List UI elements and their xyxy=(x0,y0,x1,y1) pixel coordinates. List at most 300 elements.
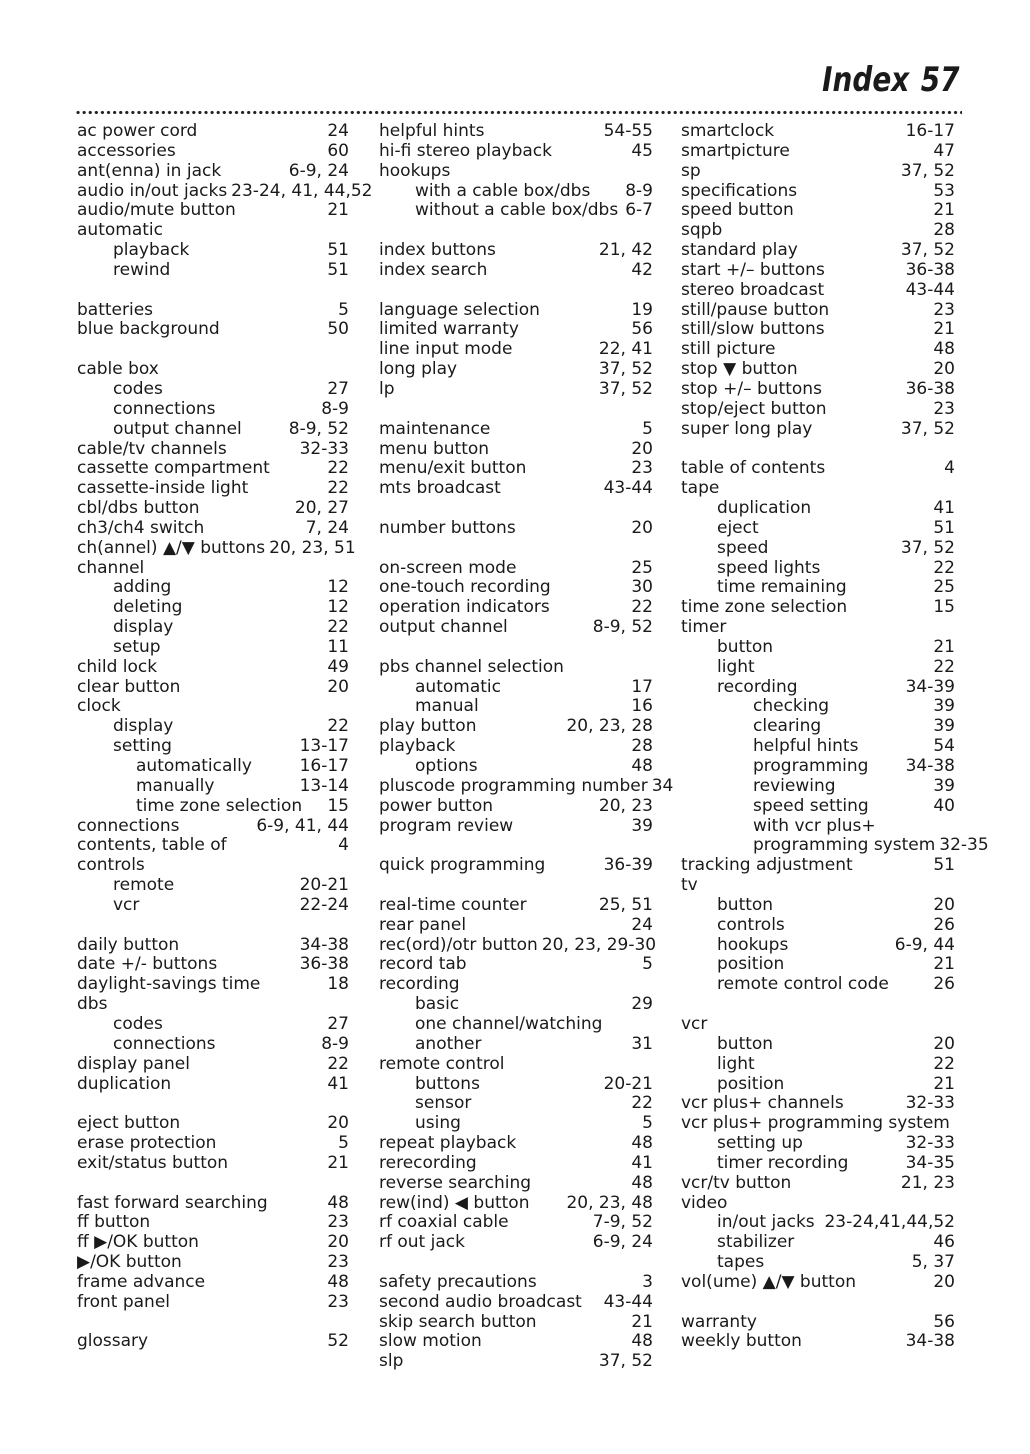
index-term: specifications xyxy=(681,180,798,201)
index-entry xyxy=(379,737,653,757)
index-entry xyxy=(379,916,653,936)
index-term: light xyxy=(717,1053,755,1074)
index-entry xyxy=(379,757,653,777)
index-entry xyxy=(681,658,955,678)
page-reference: 28 xyxy=(933,220,955,241)
index-term: super long play xyxy=(681,418,813,439)
page-header xyxy=(811,60,960,100)
index-entry xyxy=(77,440,349,460)
blank-line xyxy=(77,1174,349,1194)
page-reference: 32-33 xyxy=(905,1093,955,1114)
page-reference: 16-17 xyxy=(905,121,955,141)
page-reference: 23 xyxy=(327,1212,349,1233)
page-reference: 20 xyxy=(327,1232,349,1253)
index-entry xyxy=(77,162,349,182)
page-reference: 37, 52 xyxy=(900,160,955,181)
page-reference: 21 xyxy=(327,1152,349,1173)
index-entry xyxy=(379,182,653,202)
index-entry xyxy=(77,737,349,757)
page-reference: 37, 52 xyxy=(598,359,653,380)
index-term: basic xyxy=(415,994,460,1015)
page-reference: 21 xyxy=(933,636,955,657)
index-term: helpful hints xyxy=(753,736,859,757)
index-entry xyxy=(379,817,653,837)
index-term: cassette compartment xyxy=(77,458,270,479)
page-reference: 37, 52 xyxy=(900,418,955,439)
page-number: 57 xyxy=(921,60,960,100)
index-term: using xyxy=(415,1113,461,1134)
index-entry xyxy=(77,717,349,737)
index-entry xyxy=(379,1352,653,1372)
index-entry xyxy=(681,301,955,321)
index-entry xyxy=(379,896,653,916)
index-term: daylight-savings time xyxy=(77,974,261,995)
index-term: sp xyxy=(681,160,701,181)
page-reference: 15 xyxy=(933,597,955,618)
index-term: position xyxy=(717,954,785,975)
index-term: rewind xyxy=(113,259,171,280)
index-entry xyxy=(77,836,349,856)
page-reference: 22 xyxy=(933,557,955,578)
page-reference: 43-44 xyxy=(603,1291,653,1312)
index-term: codes xyxy=(113,1013,163,1034)
page-reference: 20 xyxy=(631,438,653,459)
page-reference: 48 xyxy=(631,756,653,776)
page-reference: 21, 42 xyxy=(598,240,653,261)
index-entry xyxy=(379,479,653,499)
page-reference: 4 xyxy=(338,835,349,856)
index-term: stereo broadcast xyxy=(681,279,825,300)
page-reference: 56 xyxy=(631,319,653,340)
index-term: checking xyxy=(753,696,830,717)
index-entry xyxy=(379,1332,653,1352)
index-term: batteries xyxy=(77,299,154,320)
blank-line xyxy=(379,400,653,420)
index-term: controls xyxy=(77,855,145,876)
page-reference: 17 xyxy=(631,676,653,697)
index-term: standard play xyxy=(681,240,798,261)
index-term: eject xyxy=(717,517,759,538)
page-reference: 12 xyxy=(327,577,349,598)
page-reference: 6-9, 24 xyxy=(288,160,349,181)
index-entry xyxy=(681,380,955,400)
index-term: vcr plus+ channels xyxy=(681,1093,844,1114)
index-term: tv xyxy=(681,875,698,896)
index-term: index search xyxy=(379,259,488,280)
index-term: playback xyxy=(379,736,456,757)
index-term: codes xyxy=(113,378,163,399)
index-term: second audio broadcast xyxy=(379,1291,582,1312)
index-entry xyxy=(77,1114,349,1134)
index-term: one-touch recording xyxy=(379,577,551,598)
blank-line xyxy=(681,1293,955,1313)
page-reference: 20, 23 xyxy=(598,795,653,816)
page-reference: 23 xyxy=(327,1291,349,1312)
page-reference: 37, 52 xyxy=(900,537,955,558)
index-entry xyxy=(379,1293,653,1313)
index-entry xyxy=(77,1015,349,1035)
index-term: smartclock xyxy=(681,121,775,141)
index-term: accessories xyxy=(77,140,176,161)
index-term: ff ▶/OK button xyxy=(77,1232,199,1253)
index-entry xyxy=(77,1075,349,1095)
index-entry xyxy=(77,1213,349,1233)
page-reference: 48 xyxy=(631,1172,653,1193)
index-term: repeat playback xyxy=(379,1133,517,1154)
index-term: helpful hints xyxy=(379,121,485,141)
page-reference: 20 xyxy=(327,676,349,697)
index-term: vcr xyxy=(113,894,140,915)
index-term: frame advance xyxy=(77,1271,206,1292)
page-reference: 52 xyxy=(327,1331,349,1352)
index-entry xyxy=(681,697,955,717)
index-entry xyxy=(77,142,349,162)
index-entry xyxy=(379,1174,653,1194)
index-entry xyxy=(77,420,349,440)
index-term: cable box xyxy=(77,359,159,380)
index-entry xyxy=(379,797,653,817)
index-entry xyxy=(681,618,955,638)
blank-line xyxy=(379,499,653,519)
page-reference: 27 xyxy=(327,378,349,399)
page-reference: 54 xyxy=(933,736,955,757)
index-entry xyxy=(379,1313,653,1333)
index-entry xyxy=(681,1114,955,1134)
index-entry xyxy=(681,916,955,936)
index-entry xyxy=(681,1134,955,1154)
index-term: automatically xyxy=(136,756,252,776)
page-reference: 20, 23, 29-30 xyxy=(541,934,657,955)
index-entry xyxy=(681,221,955,241)
index-term: slow motion xyxy=(379,1331,482,1352)
blank-line xyxy=(681,995,955,1015)
index-entry xyxy=(77,499,349,519)
index-term: without a cable box/dbs xyxy=(415,200,619,221)
page-reference: 26 xyxy=(933,914,955,935)
page-reference: 36-38 xyxy=(905,259,955,280)
index-term: ac power cord xyxy=(77,121,198,141)
page-reference: 36-39 xyxy=(603,855,653,876)
page-reference: 5 xyxy=(338,299,349,320)
index-entry xyxy=(379,360,653,380)
index-term: sqpb xyxy=(681,220,723,241)
index-entry xyxy=(77,995,349,1015)
index-entry xyxy=(681,1035,955,1055)
index-term: child lock xyxy=(77,656,158,677)
page-reference: 8-9, 52 xyxy=(288,418,349,439)
index-entry xyxy=(681,162,955,182)
blank-line xyxy=(77,1094,349,1114)
index-entry xyxy=(681,936,955,956)
index-term: cable/tv channels xyxy=(77,438,227,459)
page-reference: 25 xyxy=(631,557,653,578)
index-entry xyxy=(681,142,955,162)
index-entry xyxy=(379,995,653,1015)
index-term: recording xyxy=(717,676,798,697)
page-reference: 34-38 xyxy=(299,934,349,955)
index-entry xyxy=(379,1213,653,1233)
page-reference: 41 xyxy=(933,498,955,519)
index-term: ch3/ch4 switch xyxy=(77,517,205,538)
index-entry xyxy=(681,261,955,281)
index-term: time zone selection xyxy=(136,795,303,816)
index-entry xyxy=(379,459,653,479)
index-term: hookups xyxy=(379,160,451,181)
page-reference: 39 xyxy=(933,716,955,737)
index-entry xyxy=(77,1194,349,1214)
index-term: line input mode xyxy=(379,339,513,360)
index-entry xyxy=(379,1134,653,1154)
index-entry xyxy=(77,400,349,420)
index-term: exit/status button xyxy=(77,1152,229,1173)
index-term: controls xyxy=(717,914,785,935)
page-reference: 34-35 xyxy=(905,1152,955,1173)
index-entry xyxy=(77,1134,349,1154)
index-term: tapes xyxy=(717,1252,765,1273)
index-term: operation indicators xyxy=(379,597,550,618)
index-term: record tab xyxy=(379,954,467,975)
index-entry xyxy=(681,459,955,479)
index-term: remote control xyxy=(379,1053,505,1074)
index-entry xyxy=(77,1035,349,1055)
index-term: setting up xyxy=(717,1133,803,1154)
index-entry xyxy=(379,142,653,162)
index-term: number buttons xyxy=(379,517,516,538)
index-term: rf out jack xyxy=(379,1232,465,1253)
index-entry xyxy=(681,201,955,221)
index-entry xyxy=(77,955,349,975)
index-term: dbs xyxy=(77,994,108,1015)
index-term: display xyxy=(113,617,174,638)
index-entry xyxy=(681,1015,955,1035)
index-term: rf coaxial cable xyxy=(379,1212,509,1233)
index-entry xyxy=(681,479,955,499)
index-entry xyxy=(77,936,349,956)
index-entry xyxy=(77,1332,349,1352)
index-entry xyxy=(681,281,955,301)
index-term: rec(ord)/otr button xyxy=(379,934,538,955)
index-entry xyxy=(379,618,653,638)
index-entry xyxy=(77,757,349,777)
index-entry xyxy=(77,241,349,261)
index-entry xyxy=(379,1233,653,1253)
page-reference: 27 xyxy=(327,1013,349,1034)
index-term: daily button xyxy=(77,934,180,955)
index-entry xyxy=(77,1154,349,1174)
index-term: contents, table of xyxy=(77,835,227,856)
page-reference: 22, 41 xyxy=(598,339,653,360)
page-reference: 6-9, 24 xyxy=(592,1232,653,1253)
page-reference: 20-21 xyxy=(299,875,349,896)
index-term: cassette-inside light xyxy=(77,478,249,499)
page-reference: 48 xyxy=(327,1271,349,1292)
index-entry xyxy=(379,320,653,340)
index-term: long play xyxy=(379,359,458,380)
page-reference: 4 xyxy=(944,458,955,479)
index-entry xyxy=(379,122,653,142)
index-term: programming system xyxy=(753,835,936,856)
index-term: remote control code xyxy=(717,974,889,995)
index-entry xyxy=(681,1055,955,1075)
index-entry xyxy=(379,658,653,678)
page-reference: 7, 24 xyxy=(305,517,349,538)
index-entry xyxy=(681,1075,955,1095)
index-entry xyxy=(681,1253,955,1273)
index-term: smartpicture xyxy=(681,140,790,161)
index-term: recording xyxy=(379,974,460,995)
index-term: table of contents xyxy=(681,458,826,479)
index-term: mts broadcast xyxy=(379,478,501,499)
index-term: menu button xyxy=(379,438,490,459)
index-term: power button xyxy=(379,795,494,816)
page-reference: 21 xyxy=(327,200,349,221)
page-reference: 5 xyxy=(642,418,653,439)
page-reference: 15 xyxy=(327,795,349,816)
page-reference: 37, 52 xyxy=(598,1351,653,1372)
index-term: language selection xyxy=(379,299,540,320)
index-entry xyxy=(681,519,955,539)
page-reference: 22 xyxy=(327,617,349,638)
index-entry xyxy=(681,876,955,896)
index-entry xyxy=(379,1035,653,1055)
page-reference: 8-9 xyxy=(625,180,653,201)
index-entry xyxy=(77,1293,349,1313)
page-reference: 24 xyxy=(327,121,349,141)
index-entry xyxy=(379,1114,653,1134)
index-entry xyxy=(681,797,955,817)
page-reference: 20, 23, 48 xyxy=(566,1192,653,1213)
index-column-3 xyxy=(681,121,989,1352)
page-reference: 41 xyxy=(327,1073,349,1094)
index-term: connections xyxy=(113,398,216,419)
index-term: vcr plus+ programming system xyxy=(681,1113,950,1134)
index-entry xyxy=(379,1015,653,1035)
index-term: button xyxy=(717,1033,774,1054)
page-reference: 53 xyxy=(933,180,955,201)
blank-line xyxy=(379,1253,653,1273)
index-entry xyxy=(77,697,349,717)
index-entry xyxy=(77,658,349,678)
index-term: time zone selection xyxy=(681,597,848,618)
page-reference: 22-24 xyxy=(299,894,349,915)
page-reference: 41 xyxy=(631,1152,653,1173)
index-term: program review xyxy=(379,815,514,836)
page-reference: 20 xyxy=(327,1113,349,1134)
index-term: deleting xyxy=(113,597,183,618)
page-reference: 37, 52 xyxy=(900,240,955,261)
index-term: light xyxy=(717,656,755,677)
index-term: rerecording xyxy=(379,1152,477,1173)
index-term: reverse searching xyxy=(379,1172,532,1193)
index-entry xyxy=(379,598,653,618)
index-term: stop ▼ button xyxy=(681,359,798,380)
index-term: time remaining xyxy=(717,577,847,598)
page-reference: 24 xyxy=(631,914,653,935)
index-entry xyxy=(77,896,349,916)
page-reference: 39 xyxy=(933,775,955,796)
page-reference: 48 xyxy=(933,339,955,360)
blank-line xyxy=(379,539,653,559)
index-entry xyxy=(77,975,349,995)
page-reference: 8-9, 52 xyxy=(592,617,653,638)
page-reference: 56 xyxy=(933,1311,955,1332)
index-entry xyxy=(681,1273,955,1293)
index-entry xyxy=(681,1174,955,1194)
index-entry xyxy=(379,261,653,281)
index-entry xyxy=(681,1094,955,1114)
page-reference: 5 xyxy=(642,954,653,975)
page-reference: 23 xyxy=(327,1252,349,1273)
index-term: pluscode programming number xyxy=(379,775,648,796)
index-entry xyxy=(77,1055,349,1075)
index-term: on-screen mode xyxy=(379,557,517,578)
dotted-rule xyxy=(75,110,962,115)
page-reference: 60 xyxy=(327,140,349,161)
index-term: in/out jacks xyxy=(717,1212,815,1233)
index-entry xyxy=(681,678,955,698)
index-entry xyxy=(681,420,955,440)
page-reference: 23 xyxy=(933,398,955,419)
index-term: hi-fi stereo playback xyxy=(379,140,552,161)
index-term: skip search button xyxy=(379,1311,537,1332)
page-reference: 32-33 xyxy=(299,438,349,459)
index-entry xyxy=(681,817,955,837)
index-entry xyxy=(77,221,349,241)
page-reference: 28 xyxy=(631,736,653,757)
index-entry xyxy=(77,618,349,638)
page-reference: 21 xyxy=(933,319,955,340)
index-term: position xyxy=(717,1073,785,1094)
index-term: playback xyxy=(113,240,190,261)
page-reference: 23 xyxy=(631,458,653,479)
blank-line xyxy=(681,440,955,460)
index-term: adding xyxy=(113,577,172,598)
index-entry xyxy=(681,122,955,142)
index-term: automatic xyxy=(77,220,163,241)
page-reference: 32-35 xyxy=(939,835,989,856)
index-entry xyxy=(379,440,653,460)
page-reference: 20, 23, 51 xyxy=(269,537,356,558)
page-reference: 30 xyxy=(631,577,653,598)
index-entry xyxy=(681,1313,955,1333)
index-term: automatic xyxy=(415,676,501,697)
index-term: menu/exit button xyxy=(379,458,527,479)
page-reference: 25 xyxy=(933,577,955,598)
index-entry xyxy=(681,320,955,340)
page-reference: 5 xyxy=(338,1133,349,1154)
index-term: setup xyxy=(113,636,161,657)
index-term: connections xyxy=(113,1033,216,1054)
page-reference: 22 xyxy=(327,478,349,499)
page-reference: 51 xyxy=(933,517,955,538)
page-reference: 31 xyxy=(631,1033,653,1054)
page-reference: 49 xyxy=(327,656,349,677)
index-term: blue background xyxy=(77,319,220,340)
index-term: safety precautions xyxy=(379,1271,537,1292)
page-reference: 32-33 xyxy=(905,1133,955,1154)
index-term: video xyxy=(681,1192,728,1213)
index-term: stop/eject button xyxy=(681,398,827,419)
index-term: vcr xyxy=(681,1013,708,1034)
index-entry xyxy=(681,896,955,916)
page-reference: 5, 37 xyxy=(911,1252,955,1273)
index-entry xyxy=(379,678,653,698)
index-term: tape xyxy=(681,478,720,499)
index-entry xyxy=(379,301,653,321)
index-term: another xyxy=(415,1033,482,1054)
index-term: programming xyxy=(753,756,869,776)
index-entry xyxy=(681,1233,955,1253)
